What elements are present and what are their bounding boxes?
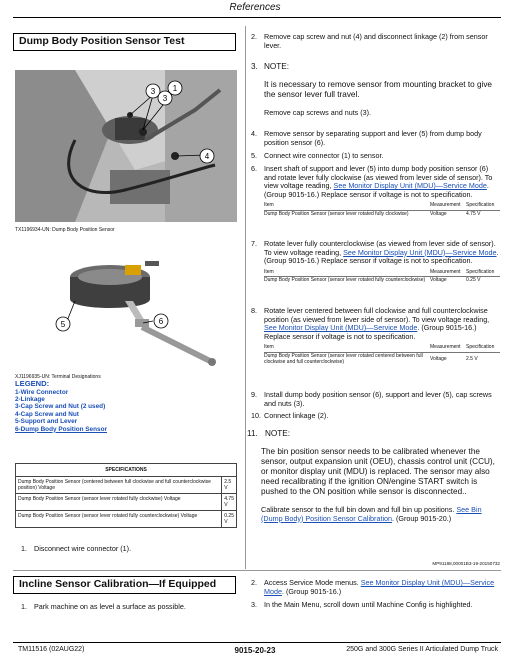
service-mode-link[interactable]: See Monitor Display Unit (MDU)—Service Mode <box>333 181 487 191</box>
spec-value: 2.5 V <box>222 477 237 494</box>
callout-6: 6 <box>158 317 164 326</box>
incline-step-2 <box>251 579 500 596</box>
step-text-a: Rotate lever fully counterclockwise (as viewed from lever side of sensor). To view voltage reading, <box>264 239 496 257</box>
figure2-caption: XJ1196935-UN: Terminal Designations <box>15 374 101 380</box>
step-7 <box>251 240 500 285</box>
step-text <box>264 240 500 266</box>
figure-sensor-photo <box>15 70 237 222</box>
terminal-diagram-image <box>15 251 237 369</box>
step-note: The bin position sensor needs to be calibrated whenever the sensor, output expansion unit (OEU), chassis control unit (CCU), or monitor display unit (MDU) is replaced. The sensor may also need recalibrating if the ignition ON/engine START switch is pushed to the ON position while sensor is disconnected.. <box>261 447 495 496</box>
step-3 <box>251 62 500 118</box>
legend-item: 5-Support and Lever <box>15 418 78 426</box>
step-text-a: Insert shaft of support and lever (5) into dump body position sensor (6) and rotate lever fully clockwise (as viewed from lever side of sensor). To view voltage reading, <box>264 164 493 191</box>
col-item: Item <box>264 269 430 277</box>
step-text <box>261 506 500 523</box>
col-measurement: Measurement <box>430 202 466 210</box>
step-number: 5. <box>251 151 257 160</box>
cell-spec: 4.75 V <box>466 210 481 217</box>
step-number: 4. <box>251 129 257 138</box>
header-divider <box>13 17 501 18</box>
col-measurement: Measurement <box>430 269 466 277</box>
callout-5: 5 <box>60 320 66 329</box>
table-row <box>264 210 500 218</box>
step-text-b: . (Group 9015-16.) Replace sensor if voltage is not to specification. <box>264 181 489 199</box>
incline-step-3 <box>251 601 500 610</box>
step-number: 10. <box>251 411 261 420</box>
section-title: Dump Body Position Sensor Test <box>19 35 185 47</box>
service-mode-link[interactable]: See Monitor Display Unit (MDU)—Service Mode <box>264 323 418 333</box>
legend-item: 2-Linkage <box>15 396 45 403</box>
step-text: Remove cap screw and nut (4) and disconnect linkage (2) from sensor lever. <box>264 32 488 50</box>
page-header-title: References <box>229 2 281 13</box>
step-text: Remove cap screws and nuts (3). <box>264 108 372 117</box>
footer-page-number: 9015-20-23 <box>234 646 276 655</box>
step-number: 3. <box>251 600 257 609</box>
spec-value: 0.25 V <box>222 511 237 528</box>
sensor-photo-image <box>15 70 237 222</box>
legend-item: 3-Cap Screw and Nut (2 used) <box>15 403 106 411</box>
step-5 <box>251 152 500 161</box>
step-number: 2. <box>251 32 257 41</box>
table-row <box>16 511 237 528</box>
step-number: 3. <box>251 62 258 71</box>
step-11 <box>247 429 500 523</box>
cell-item: Dump Body Position Sensor (sensor lever rotated fully clockwise) <box>264 210 409 217</box>
table-row <box>16 494 237 511</box>
step-text: Disconnect wire connector (1). <box>34 544 132 553</box>
step-number: 9. <box>251 390 257 399</box>
col-specification: Specification <box>466 344 500 352</box>
cell-measurement: Voltage <box>430 355 447 362</box>
cell-spec: 2.5 V <box>466 355 478 362</box>
step-6 <box>251 165 500 219</box>
figure-terminal-diagram <box>15 251 237 369</box>
left-step-1 <box>21 545 236 554</box>
incline-step-1 <box>21 603 236 612</box>
step-text: Install dump body position sensor (6), support and lever (5), cap screws and nuts (3). <box>264 390 492 408</box>
step-text <box>264 307 500 341</box>
step-text-a: Rotate lever centered between full clockwise and full counterclockwise position (as viewed from lever side of sensor). To view voltage reading, <box>264 306 490 324</box>
step-text-a: Calibrate sensor to the full bin down and full bin up positions. <box>261 505 455 514</box>
calibration-link[interactable]: See Bin (Dump Body) Position Sensor Calibration <box>261 505 482 523</box>
step-text-b: . (Group 9015-16.) Replace sensor if voltage is not to specification. <box>264 247 499 266</box>
footer-divider <box>13 642 501 643</box>
step-note: It is necessary to remove sensor from mounting bracket to give the sensor lever full travel. <box>264 80 492 99</box>
service-mode-link[interactable]: See Monitor Display Unit (MDU)—Service Mode <box>343 247 497 257</box>
service-mode-link[interactable]: See Monitor Display Unit (MDU)—Service Mode <box>264 578 495 596</box>
step-number: 7. <box>251 239 257 248</box>
step-number: 1. <box>21 544 27 553</box>
spec-header: SPECIFICATIONS <box>16 464 237 477</box>
section-title-box <box>13 33 236 51</box>
table-row <box>16 477 237 494</box>
step-9 <box>251 391 500 408</box>
section-divider <box>13 570 501 571</box>
table-row <box>264 344 500 352</box>
callout-3a: 3 <box>150 87 156 96</box>
legend-item: 1-Wire Connector <box>15 388 69 396</box>
footer-model: 250G and 300G Series II Articulated Dump Truck <box>346 646 498 653</box>
legend-title: LEGEND: <box>15 379 50 388</box>
col-specification: Specification <box>466 269 500 277</box>
measurement-table <box>264 344 500 366</box>
callout-4: 4 <box>204 152 210 161</box>
cell-spec: 0.25 V <box>466 277 481 284</box>
step-10 <box>251 412 500 421</box>
legend-item: 4-Cap Screw and Nut <box>15 410 79 418</box>
cell-measurement: Voltage <box>430 210 447 217</box>
step-text <box>264 165 500 199</box>
col-item: Item <box>264 344 430 352</box>
col-item: Item <box>264 202 430 210</box>
legend-item: 6-Dump Body Position Sensor <box>15 425 107 433</box>
legend <box>15 380 237 433</box>
spec-label: Dump Body Position Sensor (sensor lever rotated fully clockwise) Voltage <box>16 494 222 511</box>
step-number: 11. <box>247 429 258 438</box>
callout-1: 1 <box>172 84 178 93</box>
step-text-b: . (Group 9015-16.) <box>281 586 342 596</box>
step-text-a: Access Service Mode menus. <box>264 578 359 587</box>
cell-item: Dump Body Position Sensor (sensor lever rotated fully counterclockwise) <box>264 277 426 284</box>
step-text: In the Main Menu, scroll down until Machine Config is highlighted. <box>264 600 473 609</box>
step-text-b: . (Group 9015-16.) Replace sensor if voltage is not to specification. <box>264 323 477 341</box>
step-text: Connect wire connector (1) to sensor. <box>264 151 384 160</box>
incline-title: Incline Sensor Calibration—If Equipped <box>19 578 217 590</box>
table-row <box>264 352 500 366</box>
step-text: Park machine on as level a surface as possible. <box>34 602 186 611</box>
step-text: Connect linkage (2). <box>264 411 329 420</box>
step-number: 6. <box>251 164 257 173</box>
cell-item: Dump Body Position Sensor (sensor lever rotated centered between full clockwise and full counterclockwise) <box>264 352 423 365</box>
table-row <box>264 269 500 277</box>
step-4 <box>251 130 500 147</box>
step-8 <box>251 307 500 366</box>
step-number: 2. <box>251 578 257 587</box>
step-text <box>264 579 500 596</box>
incline-title-box <box>13 576 236 594</box>
specifications-table-wrap <box>15 463 237 528</box>
column-divider <box>245 26 246 569</box>
col-specification: Specification <box>466 202 500 210</box>
callout-3b: 3 <box>162 94 168 103</box>
measurement-table <box>264 269 500 285</box>
measurement-table <box>264 202 500 218</box>
specifications-table <box>15 463 237 528</box>
figure1-caption: TX1196934-UN: Dump Body Position Sensor <box>15 227 115 233</box>
spec-label: Dump Body Position Sensor (sensor lever rotated fully counterclockwise) Voltage <box>16 511 222 528</box>
spec-label: Dump Body Position Sensor (centered between full clockwise and full counterclockwise position) Voltage <box>16 477 222 494</box>
step-number: 1. <box>21 602 27 611</box>
cell-measurement: Voltage <box>430 277 447 284</box>
step-text-b: . (Group 9015-20.) <box>392 513 452 523</box>
table-row <box>264 202 500 210</box>
col-measurement: Measurement <box>430 344 466 352</box>
footer-doc-id: TM11516 (02AUG22) <box>18 646 85 653</box>
table-row <box>264 277 500 285</box>
step-text: Remove sensor by separating support and lever (5) from dump body position sensor (6). <box>264 129 482 147</box>
reference-code: MP91188,00001B3-19-20150732 <box>432 561 500 566</box>
spec-value: 4.75 V <box>222 494 237 511</box>
step-note-label: NOTE: <box>264 62 290 71</box>
step-2 <box>251 33 500 50</box>
step-note-label: NOTE: <box>265 429 291 438</box>
step-number: 8. <box>251 306 257 315</box>
